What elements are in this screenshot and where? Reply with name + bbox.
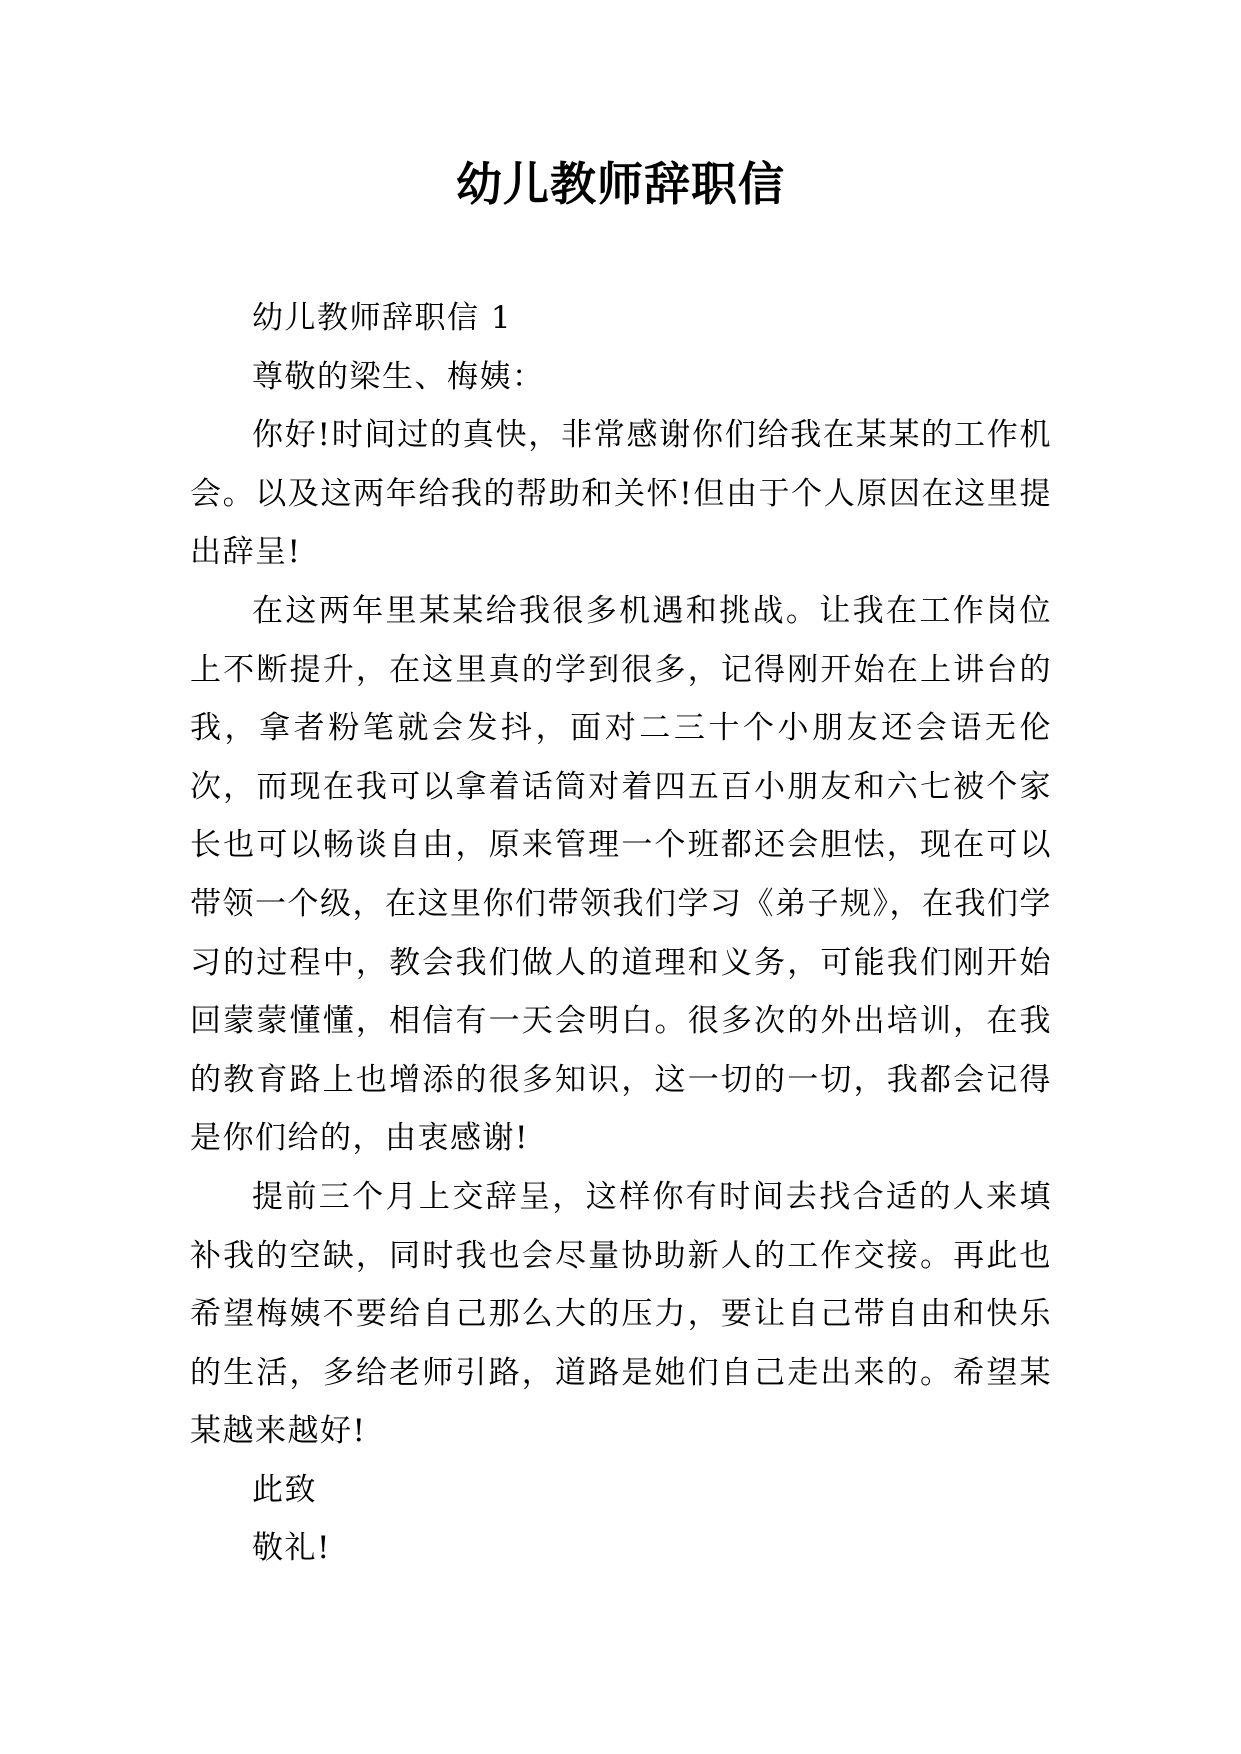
closing: 此致 bbox=[252, 1471, 317, 1508]
closing-regards: 敬礼! bbox=[252, 1530, 331, 1567]
document-title: 幼儿教师辞职信 bbox=[456, 157, 785, 211]
letter-heading: 幼儿教师辞职信 1 bbox=[252, 300, 513, 336]
body-paragraph: 在这两年里某某给我很多机遇和挑战。让我在工作岗位上不断提升，在这里真的学到很多，记得刚开始在上讲台的我，拿者粉笔就会发抖，面对二三十个小朋友还会语无伦次，而现在我可以拿着话筒对着四五百小朋友和六七被个家长也可以畅谈自由，原来管理一个班都还会胆怯，现在可以带领一个级，在这里你们带领我们学习《弟子规》，在我们学习的过程中，教会我们做人的道理和义务，可能我们刚开始回蒙蒙懂懂，相信有一天会明白。很多次的外出培训，在我的教育路上也增添的很多知识，这一切的一切，我都会记得是你们给的，由衷感谢! bbox=[190, 592, 1052, 1157]
document-body bbox=[190, 289, 1052, 1578]
body-paragraph: 提前三个月上交辞呈，这样你有时间去找合适的人来填补我的空缺，同时我也会尽量协助新人的工作交接。再此也希望梅姨不要给自己那么大的压力，要让自己带自由和快乐的生活，多给老师引路，道路是她们自己走出来的。希望某某越来越好! bbox=[190, 1178, 1052, 1450]
body-paragraph: 你好!时间过的真快，非常感谢你们给我在某某的工作机会。以及这两年给我的帮助和关怀!但由于个人原因在这里提出辞呈! bbox=[190, 417, 1052, 571]
salutation: 尊敬的梁生、梅姨： bbox=[252, 358, 545, 395]
